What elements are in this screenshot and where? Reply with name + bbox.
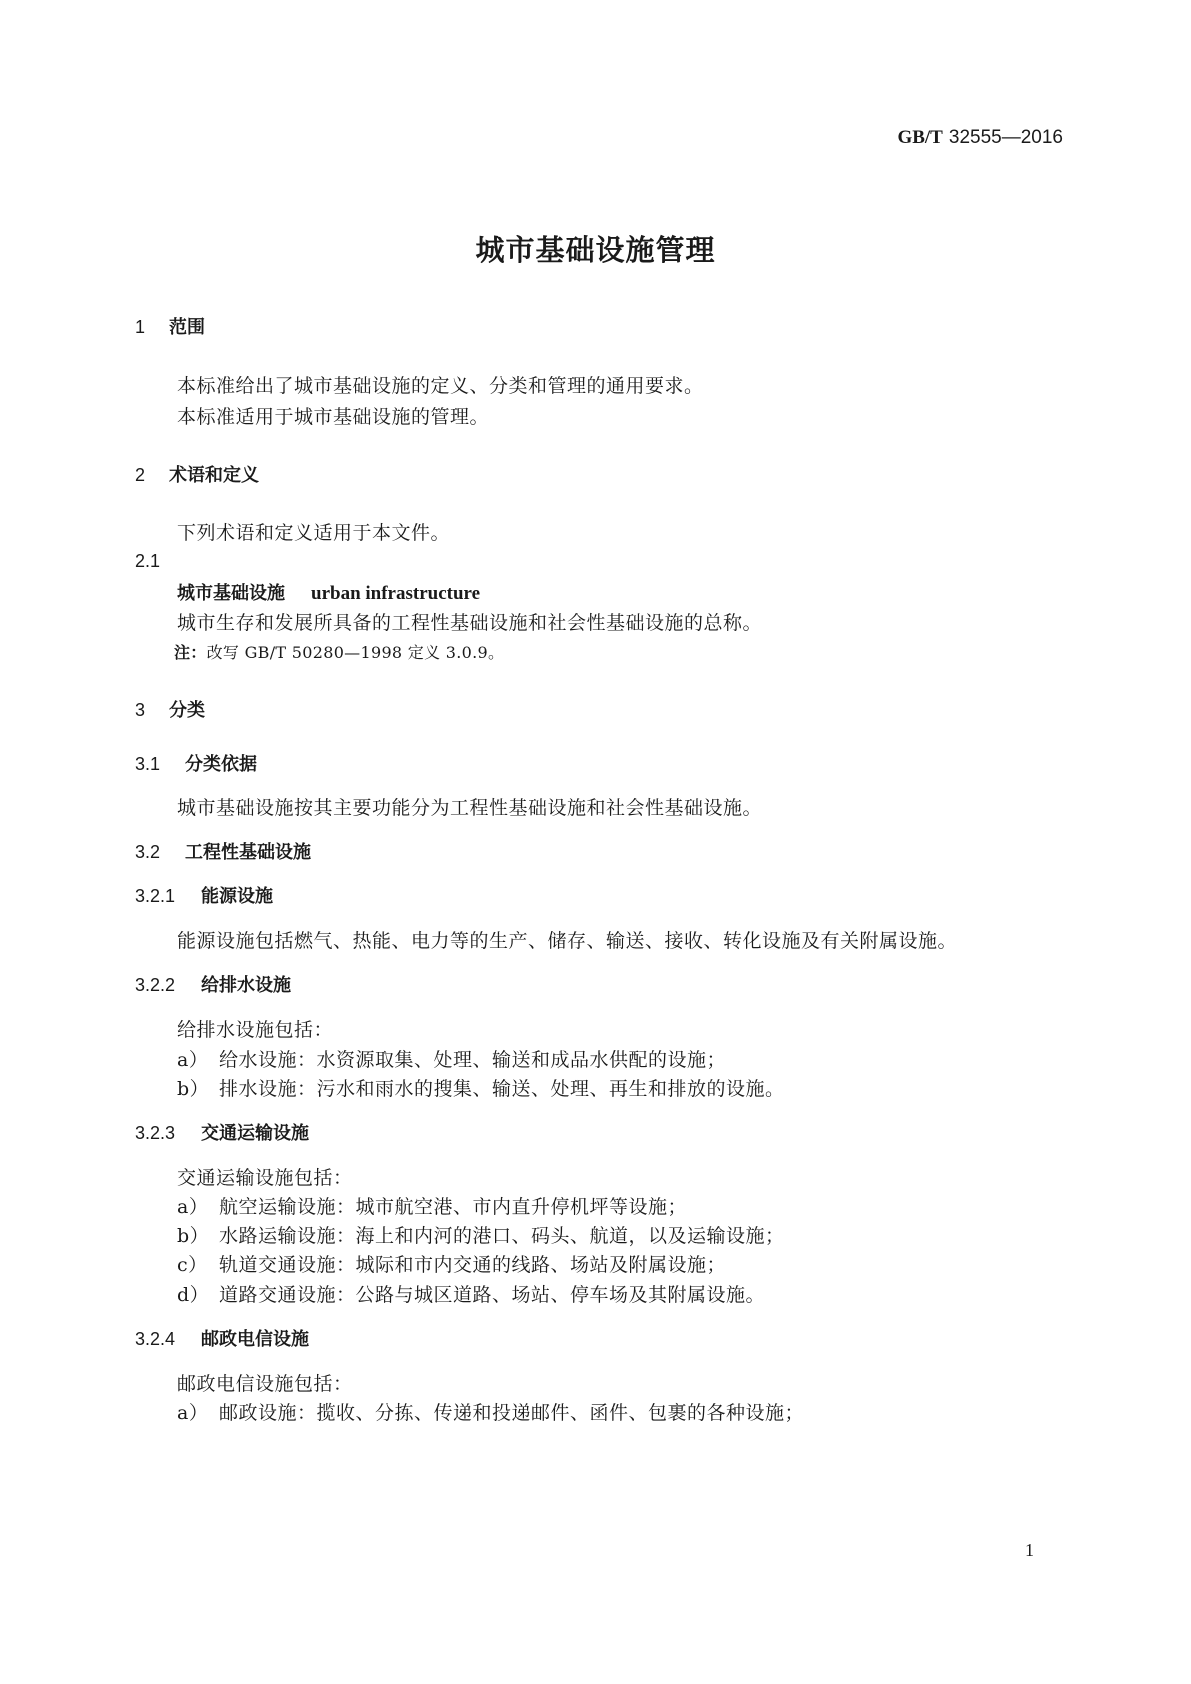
- section-number: 2: [135, 465, 146, 485]
- list-marker: b）: [177, 1225, 210, 1247]
- list-marker: a）: [177, 1196, 209, 1218]
- note-label: 注：: [174, 643, 207, 662]
- page-number: 1: [1025, 1540, 1034, 1560]
- term-entry: [177, 579, 480, 605]
- section-title: 邮政电信设施: [201, 1329, 309, 1350]
- subsection-heading-3-2-2: [135, 971, 291, 997]
- list-marker: a）: [177, 1049, 209, 1071]
- list-item: [177, 1250, 726, 1277]
- term-english: urban infrastructure: [311, 583, 481, 604]
- list-marker: a）: [177, 1402, 209, 1424]
- section-title: 交通运输设施: [201, 1123, 309, 1144]
- standard-prefix: GB/T: [897, 127, 943, 148]
- paragraph: 城市基础设施按其主要功能分为工程性基础设施和社会性基础设施。: [177, 797, 763, 819]
- section-number: 3.2.4: [135, 1329, 176, 1349]
- section-number: 3.2.3: [135, 1123, 176, 1143]
- list-item: [177, 1280, 765, 1307]
- note: [174, 640, 504, 663]
- section-number: 3: [135, 700, 146, 720]
- list-text: 给水设施：水资源取集、处理、输送和成品水供配的设施；: [219, 1049, 727, 1071]
- section-heading-1: [135, 313, 205, 339]
- section-heading-2: [135, 461, 259, 487]
- list-marker: c）: [177, 1254, 208, 1276]
- section-title: 范围: [169, 317, 205, 338]
- subsection-heading-3-2-4: [135, 1325, 309, 1351]
- section-title: 分类: [169, 700, 205, 721]
- paragraph: 本标准适用于城市基础设施的管理。: [177, 406, 490, 428]
- subsection-heading-3-2-3: [135, 1119, 309, 1145]
- paragraph: 给排水设施包括：: [177, 1019, 334, 1041]
- list-marker: b）: [177, 1078, 210, 1100]
- paragraph: 本标准给出了城市基础设施的定义、分类和管理的通用要求。: [177, 375, 704, 397]
- term-definition: 城市生存和发展所具备的工程性基础设施和社会性基础设施的总称。: [177, 612, 763, 634]
- list-item: [177, 1192, 687, 1219]
- paragraph: 邮政电信设施包括：: [177, 1373, 353, 1395]
- section-title: 给排水设施: [201, 975, 291, 996]
- list-item: [177, 1221, 785, 1248]
- section-title: 能源设施: [201, 886, 273, 907]
- list-text: 航空运输设施：城市航空港、市内直升停机坪等设施；: [219, 1196, 688, 1218]
- section-number: 3.2.1: [135, 886, 176, 906]
- section-title: 工程性基础设施: [185, 842, 311, 863]
- subsection-heading-3-2-1: [135, 882, 273, 908]
- list-text: 水路运输设施：海上和内河的港口、码头、航道，以及运输设施；: [219, 1225, 785, 1247]
- standard-number: 32555—2016: [948, 127, 1063, 148]
- list-text: 邮政设施：揽收、分拣、传递和投递邮件、函件、包裹的各种设施；: [219, 1402, 805, 1424]
- section-title: 分类依据: [185, 754, 257, 775]
- term-chinese: 城市基础设施: [177, 583, 285, 604]
- document-code: [897, 126, 1063, 149]
- section-title: 术语和定义: [169, 465, 259, 486]
- section-number: 3.2.2: [135, 975, 176, 995]
- subsection-heading-3-2: [135, 838, 311, 864]
- list-item: [177, 1398, 804, 1425]
- paragraph: 交通运输设施包括：: [177, 1167, 353, 1189]
- list-marker: d）: [177, 1284, 210, 1306]
- section-number: 3.1: [135, 754, 161, 774]
- paragraph: 能源设施包括燃气、热能、电力等的生产、储存、输送、接收、转化设施及有关附属设施。: [177, 930, 958, 952]
- section-number: 1: [135, 317, 146, 337]
- section-number: 3.2: [135, 842, 161, 862]
- list-text: 道路交通设施：公路与城区道路、场站、停车场及其附属设施。: [219, 1284, 766, 1306]
- section-heading-3: [135, 696, 205, 722]
- list-item: [177, 1045, 726, 1072]
- term-number: 2.1: [135, 551, 161, 571]
- list-item: [177, 1074, 785, 1101]
- page-title: 城市基础设施管理: [475, 233, 716, 267]
- paragraph: 下列术语和定义适用于本文件。: [177, 522, 451, 544]
- note-text: 改写 GB/T 50280—1998 定义 3.0.9。: [206, 643, 505, 662]
- list-text: 轨道交通设施：城际和市内交通的线路、场站及附属设施；: [219, 1254, 727, 1276]
- list-text: 排水设施：污水和雨水的搜集、输送、处理、再生和排放的设施。: [219, 1078, 785, 1100]
- subsection-heading-3-1: [135, 750, 257, 776]
